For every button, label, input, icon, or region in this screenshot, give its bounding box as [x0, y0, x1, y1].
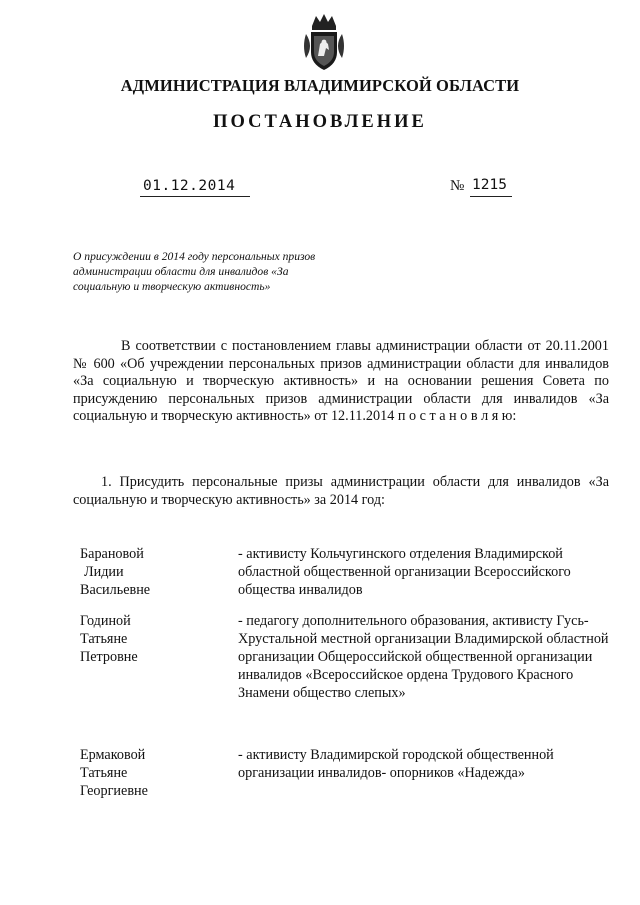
number-underline	[470, 196, 512, 197]
recipient-first-name: Татьяне	[80, 765, 128, 781]
recipient-surname: Годиной	[80, 613, 131, 629]
recipient-first-name: Лидии	[84, 564, 124, 580]
recipient-description: - активисту Владимирской городской общественной организации инвалидов- опорников «Надежда»	[238, 747, 554, 781]
number-sign: №	[450, 178, 465, 194]
organization-name: АДМИНИСТРАЦИЯ ВЛАДИМИРСКОЙ ОБЛАСТИ	[120, 76, 520, 95]
date-underline	[140, 196, 250, 197]
recipient-patronymic: Петровне	[80, 649, 138, 665]
recipient-name	[80, 545, 230, 599]
preamble-paragraph: В соответствии с постановлением главы администрации области от 20.11.2001 № 600 «Об учреждении персональных призов администрации области для инвалидов «За социальную и творческую активность» и на основании решения Совета по присуждению персональных призов администрации области для инвалидов «За социальную и творческую активность» от 12.11.2014 п о с т а н о в л я ю:	[73, 338, 609, 424]
document-subject: О присуждении в 2014 году персональных призов администрации области для инвалидов «За социальную и творческую активность»	[73, 250, 316, 293]
recipient-description: - педагогу дополнительного образования, активисту Гусь-Хрустальной местной организации Владимирской областной организации Общероссийской общественной организации инвалидов «Всероссийское ордена Трудового Красного Знамени общество слепых»	[238, 613, 609, 701]
recipient-description: - активисту Кольчугинского отделения Владимирской областной общественной организации Всероссийского общества инвалидов	[238, 546, 571, 598]
document-date: 01.12.2014	[143, 178, 236, 194]
recipient-surname: Барановой	[80, 546, 144, 562]
coat-of-arms-icon	[302, 12, 346, 72]
document-number: 1215	[472, 177, 507, 193]
item-1-paragraph: 1. Присудить персональные призы администрации области для инвалидов «За социальную и творческую активность» за 2014 год:	[73, 474, 609, 508]
recipient-patronymic: Васильевне	[80, 582, 151, 598]
recipient-first-name: Татьяне	[80, 631, 128, 647]
recipient-surname: Ермаковой	[80, 747, 146, 763]
recipient-patronymic: Георгиевне	[80, 783, 148, 799]
document-type-title: ПОСТАНОВЛЕНИЕ	[213, 112, 427, 132]
recipient-name	[80, 612, 230, 666]
recipient-name	[80, 746, 230, 800]
